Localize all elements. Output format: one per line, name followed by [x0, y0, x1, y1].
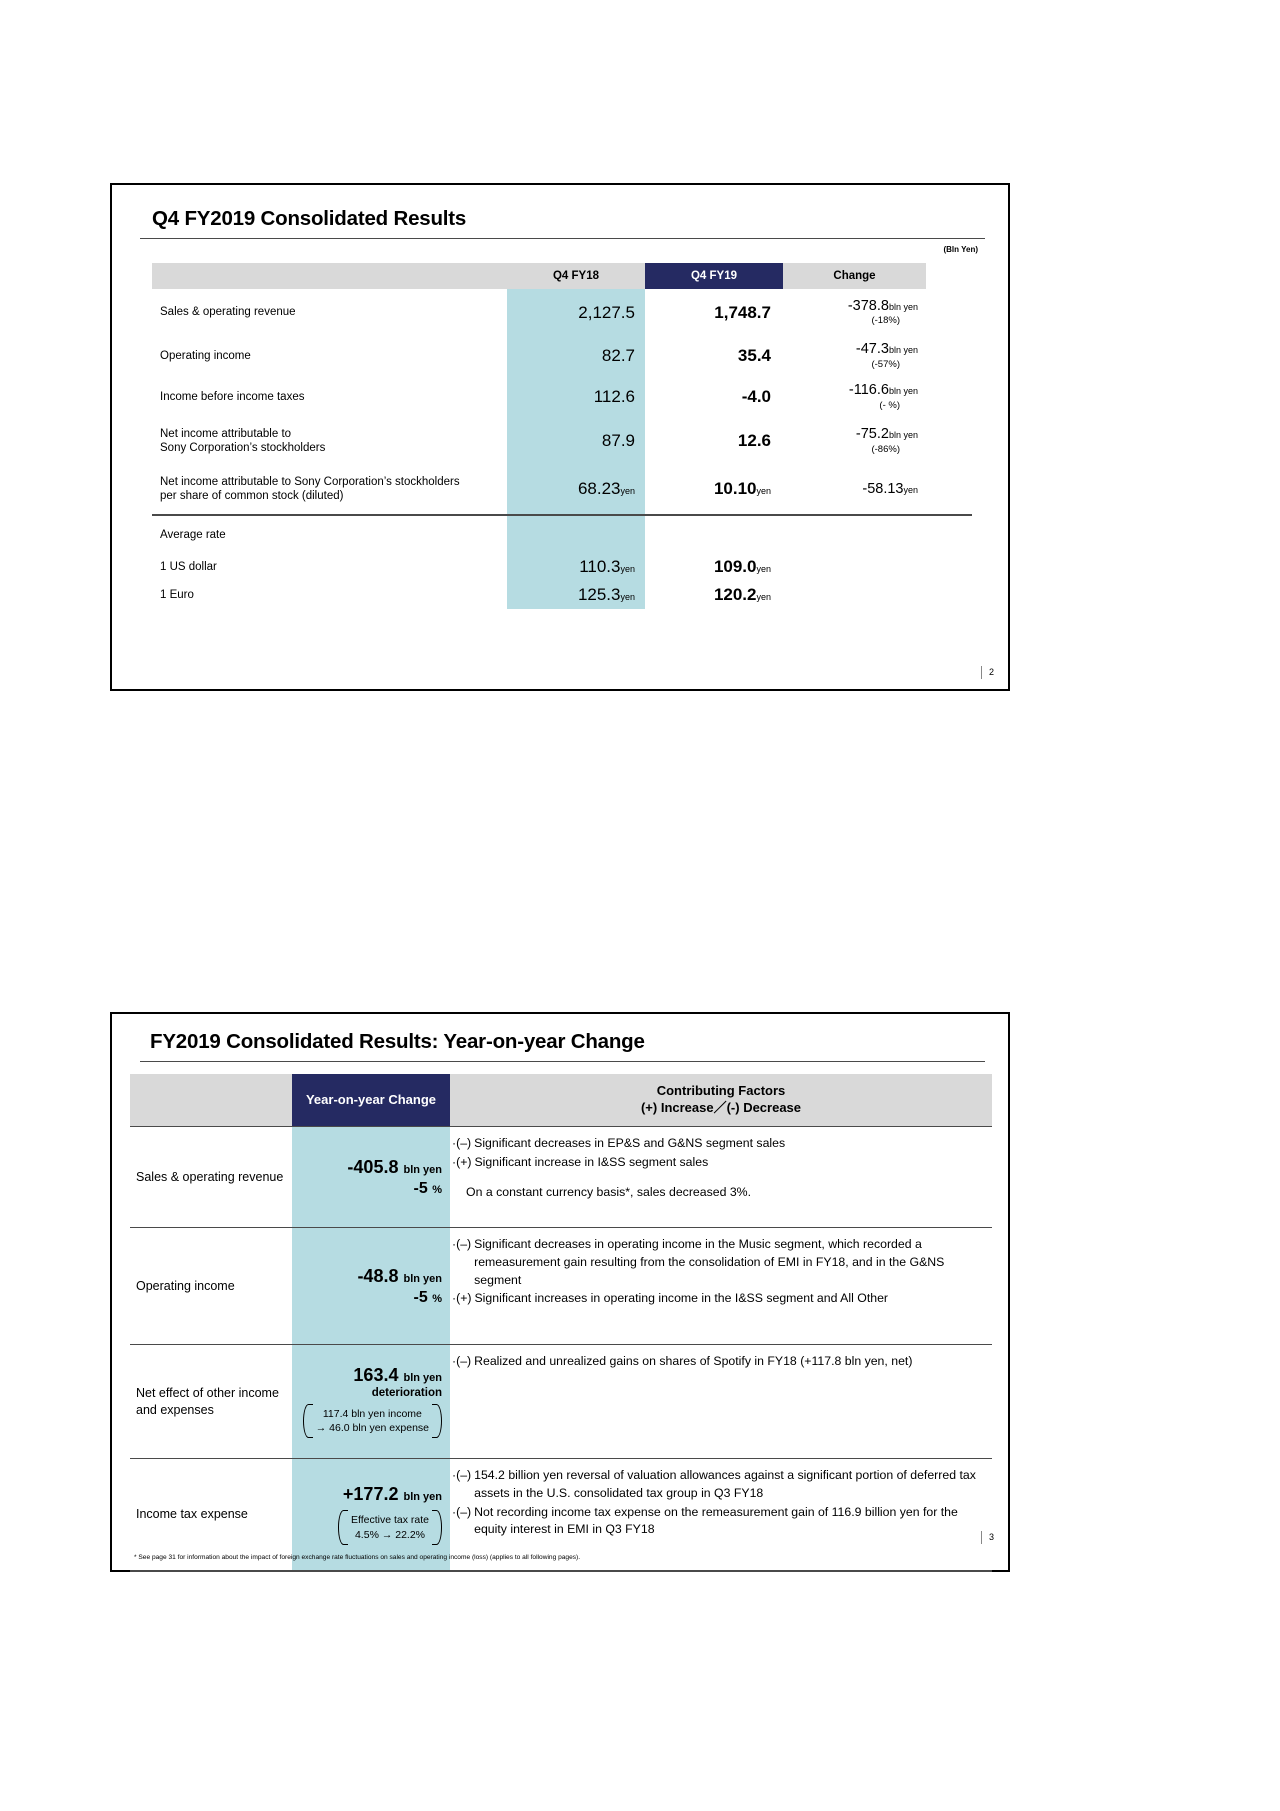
bullet-marker: ·(+)	[452, 1154, 472, 1169]
row-value-current: 12.6	[737, 431, 771, 450]
average-rate-heading-row	[152, 516, 972, 554]
bracket-line-1: Effective tax rate	[350, 1514, 429, 1527]
change-unit: bln yen	[888, 386, 918, 397]
row-value-current	[645, 479, 783, 499]
factor-bullet	[452, 1154, 986, 1172]
change-unit: bln yen	[403, 1491, 442, 1504]
average-rate-heading: Average rate	[160, 528, 226, 541]
factors-title-line-2: (+) Increase／(-) Decrease	[640, 1100, 802, 1115]
prior-unit: yen	[620, 591, 635, 602]
prior-number: 110.3	[579, 557, 621, 576]
change-value	[343, 1484, 442, 1505]
row-category: Income tax expense	[136, 1507, 248, 1522]
row-change-cell	[292, 1345, 450, 1458]
row-label-line-2: Sony Corporation’s stockholders	[160, 442, 326, 454]
row-factors	[450, 1127, 992, 1227]
row-category: Sales & operating revenue	[136, 1169, 284, 1184]
bullet-marker: ·(+)	[452, 1291, 472, 1306]
change-value	[357, 1266, 442, 1287]
results-table	[152, 263, 972, 609]
change-number: -75.2	[855, 426, 889, 443]
bullet-text: Significant increases in operating income in the I&SS segment and All Other	[474, 1291, 889, 1306]
change-unit: bln yen	[888, 430, 918, 441]
bullet-marker: ·(–)	[452, 1136, 472, 1150]
row-value-current: 35.4	[737, 346, 771, 365]
bullet-text: Significant decreases in operating income in the Music segment, which recorded a remeasurement gain resulting from the consolidation of EMI in FY18, and in the G&NS segment	[474, 1237, 945, 1287]
rate-label: 1 US dollar	[160, 561, 217, 573]
change-value	[353, 1365, 442, 1386]
change-unit: bln yen	[403, 1371, 442, 1384]
factor-bullet	[452, 1353, 986, 1371]
row-label: Income before income taxes	[160, 390, 305, 403]
table-row	[152, 336, 972, 376]
change-bracket-note	[338, 1510, 442, 1544]
row-value-prior: 82.7	[601, 346, 635, 365]
column-header-contributing-factors	[450, 1074, 992, 1126]
row-change-cell	[292, 1228, 450, 1344]
current-unit: yen	[756, 564, 771, 574]
change-bracket-note	[303, 1404, 442, 1438]
row-factors	[450, 1459, 992, 1570]
row-value-current: 1,748.7	[714, 302, 771, 322]
change-percent	[414, 1180, 442, 1198]
row-label-line-1: Net income attributable to	[160, 427, 292, 440]
change-number: 163.4	[353, 1364, 399, 1385]
factor-bullet	[452, 1290, 986, 1308]
change-number: -48.8	[357, 1265, 399, 1286]
rate-value-prior	[507, 585, 645, 605]
page-number: 3	[981, 1531, 994, 1544]
rate-value-current	[645, 557, 783, 577]
page-title: FY2019 Consolidated Results: Year-on-year Change	[150, 1030, 645, 1053]
change-number: -378.8	[847, 297, 889, 314]
current-unit: yen	[756, 486, 771, 496]
bullet-text: Realized and unrealized gains on shares of Spotify in FY18 (+117.8 bln yen, net)	[474, 1354, 913, 1368]
row-value-current: -4.0	[741, 387, 771, 406]
change-unit: bln yen	[403, 1163, 442, 1176]
change-unit: bln yen	[403, 1272, 442, 1285]
title-divider	[140, 1061, 985, 1062]
average-rate-row	[152, 581, 972, 609]
row-change-cell	[292, 1459, 450, 1570]
row-value-change	[783, 298, 926, 328]
rate-value-prior	[507, 557, 645, 577]
yoy-table	[130, 1074, 992, 1572]
column-header-yoy-change: Year-on-year Change	[292, 1074, 450, 1126]
bullet-text: Significant decreases in EP&S and G&NS segment sales	[474, 1136, 786, 1150]
row-label	[152, 427, 507, 456]
row-category: Net effect of other income and expenses	[136, 1386, 279, 1417]
change-number: -405.8	[347, 1156, 399, 1177]
current-unit: yen	[756, 591, 771, 602]
table-row	[130, 1126, 992, 1227]
change-number: +177.2	[342, 1484, 399, 1505]
prior-unit: yen	[620, 486, 635, 496]
change-number: -116.6	[848, 382, 889, 399]
table-row	[130, 1458, 992, 1570]
row-value-change	[783, 481, 926, 498]
change-number: -58.13	[862, 480, 904, 497]
current-number: 109.0	[713, 557, 757, 576]
row-value-prior: 112.6	[593, 387, 635, 406]
slide-year-on-year-change	[110, 1012, 1010, 1572]
table-body	[152, 289, 972, 609]
section-divider	[152, 514, 972, 516]
row-factors	[450, 1228, 992, 1344]
change-percent: (-18%)	[871, 315, 900, 327]
column-header-q4-fy19: Q4 FY19	[645, 263, 783, 289]
deterioration-label: deterioration	[371, 1386, 442, 1399]
table-bottom-divider	[130, 1570, 992, 1572]
rate-label: 1 Euro	[160, 588, 194, 601]
table-header-row	[130, 1074, 992, 1126]
row-value-change	[783, 382, 926, 412]
bullet-marker: ·(–)	[452, 1237, 472, 1251]
percent-unit: %	[432, 1292, 442, 1305]
prior-number: 125.3	[577, 584, 621, 604]
bracket-line-2: 4.5% → 22.2%	[354, 1528, 426, 1541]
unit-note: (Bln Yen)	[943, 245, 978, 254]
current-number: 120.2	[713, 584, 757, 604]
row-category: Operating income	[136, 1278, 235, 1293]
rate-value-current	[645, 585, 783, 605]
table-row	[130, 1344, 992, 1458]
factor-bullet	[452, 1135, 986, 1153]
row-label-line-1: Net income attributable to Sony Corporation’s stockholders	[160, 475, 460, 488]
bullet-text: Significant increase in I&SS segment sales	[474, 1154, 709, 1169]
row-factors	[450, 1345, 992, 1458]
table-row	[152, 464, 972, 514]
change-percent: (-86%)	[871, 443, 900, 455]
row-value-change	[783, 426, 926, 456]
table-body	[130, 1126, 992, 1572]
column-header-blank	[152, 263, 507, 289]
row-value-prior: 2,127.5	[578, 302, 635, 322]
row-value-change	[783, 341, 926, 371]
prior-unit: yen	[620, 564, 635, 574]
percent-number: -5	[413, 1179, 428, 1197]
table-row	[152, 289, 972, 336]
bracket-line-2: → 46.0 bln yen expense	[315, 1422, 429, 1434]
row-label-line-2: per share of common stock (diluted)	[160, 490, 344, 502]
slide-q4-consolidated-results	[110, 183, 1010, 691]
table-row	[130, 1227, 992, 1344]
factor-note: On a constant currency basis*, sales decreased 3%.	[466, 1184, 752, 1199]
current-number: 10.10	[713, 479, 757, 498]
change-unit: bln yen	[888, 301, 918, 312]
table-row	[152, 418, 972, 464]
row-value-prior	[507, 479, 645, 499]
change-number: -47.3	[855, 341, 889, 358]
factor-bullet	[452, 1467, 986, 1503]
row-label: Operating income	[160, 349, 251, 362]
table-row	[152, 376, 972, 418]
bullet-text: Not recording income tax expense on the remeasurement gain of 116.9 billion yen for the equity interest in EMI in Q3 FY18	[474, 1504, 958, 1537]
change-value	[347, 1157, 442, 1178]
bullet-marker: ·(–)	[452, 1468, 472, 1482]
average-rate-row	[152, 554, 972, 581]
row-label: Sales & operating revenue	[160, 306, 296, 319]
title-divider	[140, 238, 985, 239]
factor-bullet	[452, 1504, 986, 1540]
table-header-row	[152, 263, 972, 289]
bullet-text: 154.2 billion yen reversal of valuation allowances against a significant portion of deferred tax assets in the U.S. consolidated tax group in Q3 FY18	[474, 1468, 976, 1500]
bracket-line-1: 117.4 bln yen income	[322, 1407, 422, 1420]
change-unit: yen	[903, 484, 918, 495]
change-percent: (-57%)	[871, 358, 900, 370]
page-number: 2	[981, 666, 994, 679]
change-unit: bln yen	[888, 345, 918, 356]
prior-number: 68.23	[577, 479, 621, 498]
column-header-q4-fy18: Q4 FY18	[507, 263, 645, 289]
row-label	[152, 475, 507, 504]
factor-bullet	[452, 1236, 986, 1289]
bullet-marker: ·(–)	[452, 1354, 472, 1368]
change-percent: (- %)	[879, 399, 900, 411]
row-change-cell	[292, 1127, 450, 1227]
percent-unit: %	[432, 1183, 442, 1196]
change-percent	[414, 1289, 442, 1307]
page-title: Q4 FY2019 Consolidated Results	[152, 207, 467, 230]
column-header-blank	[130, 1074, 292, 1126]
footnote: * See page 31 for information about the impact of foreign exchange rate fluctuations on sales and operating income (loss) (applies to all following pages).	[134, 1553, 581, 1561]
percent-number: -5	[413, 1288, 428, 1306]
row-value-prior: 87.9	[601, 431, 635, 450]
column-header-change: Change	[783, 263, 926, 289]
factors-title-line-1: Contributing Factors	[656, 1083, 786, 1099]
bullet-marker: ·(–)	[452, 1504, 472, 1519]
